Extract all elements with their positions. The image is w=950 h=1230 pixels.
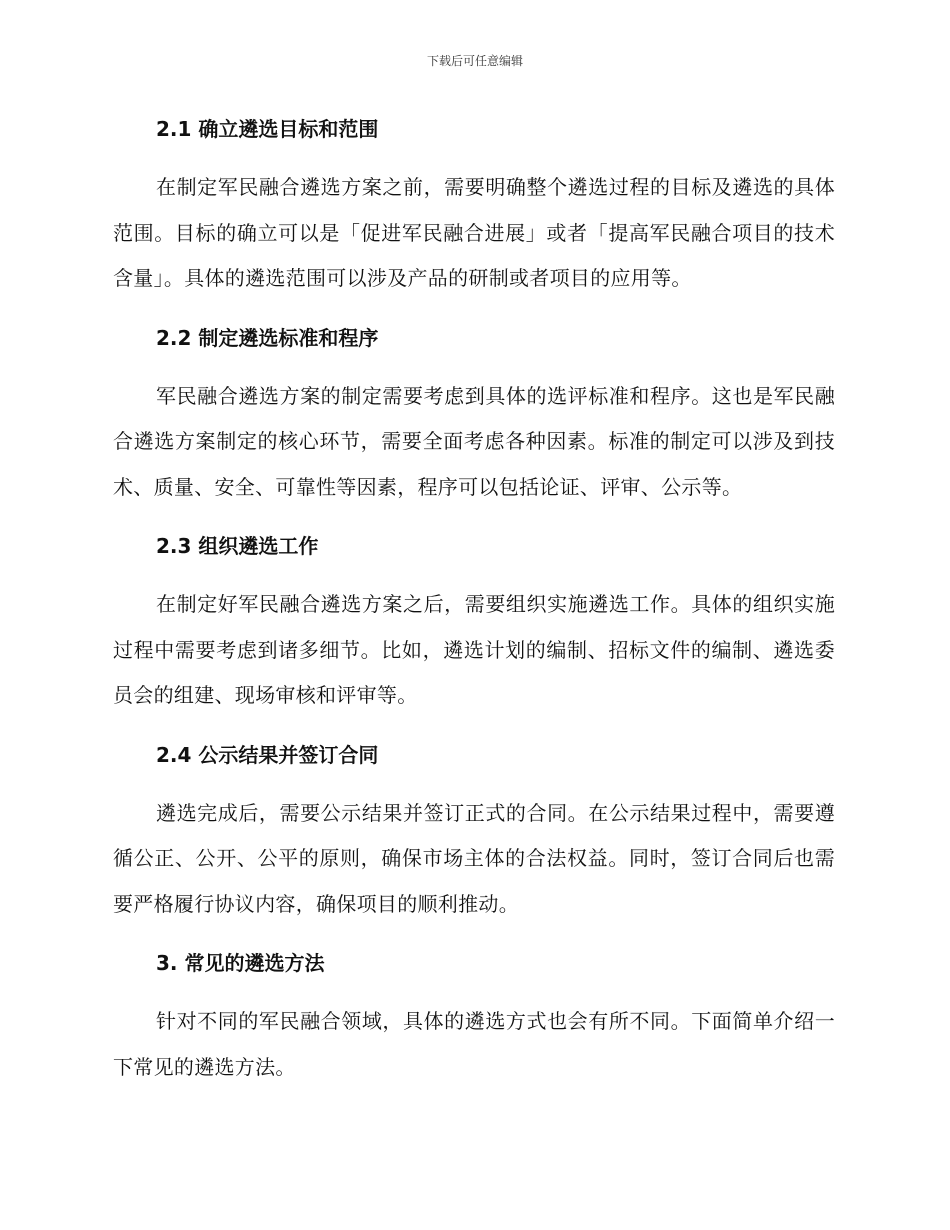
page-header-watermark: 下载后可任意编辑: [426, 54, 523, 68]
section-heading: 2.2 制定遴选标准和程序: [156, 325, 379, 350]
section-heading: 2.1 确立遴选目标和范围: [156, 117, 379, 141]
section-heading: 2.4 公示结果并签订合同: [156, 742, 379, 767]
section-paragraph: 在制定军民融合遴选方案之前，需要明确整个遴选过程的目标及遴选的具体范围。目标的确立可以是「促进军民融合进展」或者「提高军民融合项目的技术含量」。具体的遴选范围可以涉及产品的研制或者项目的应用等。: [113, 175, 835, 290]
section-paragraph: 在制定好军民融合遴选方案之后，需要组织实施遴选工作。具体的组织实施过程中需要考虑到诸多细节。比如，遴选计划的编制、招标文件的编制、遴选委员会的组建、现场审核和评审等。: [113, 592, 835, 707]
document-body: [113, 112, 835, 1090]
section-paragraph: 遴选完成后，需要公示结果并签订正式的合同。在公示结果过程中，需要遵循公正、公开、公平的原则，确保市场主体的合法权益。同时，签订合同后也需要严格履行协议内容，确保项目的顺利推动。: [113, 800, 835, 916]
section-paragraph: 针对不同的军民融合领域，具体的遴选方式也会有所不同。下面简单介绍一下常见的遴选方法。: [113, 1009, 835, 1079]
section-heading: 2.3 组织遴选工作: [156, 534, 319, 558]
section-paragraph: 军民融合遴选方案的制定需要考虑到具体的选评标准和程序。这也是军民融合遴选方案制定的核心环节，需要全面考虑各种因素。标准的制定可以涉及到技术、质量、安全、可靠性等因素，程序可以包括论证、评审、公示等。: [113, 383, 835, 499]
section-heading: 3. 常见的遴选方法: [156, 951, 325, 975]
